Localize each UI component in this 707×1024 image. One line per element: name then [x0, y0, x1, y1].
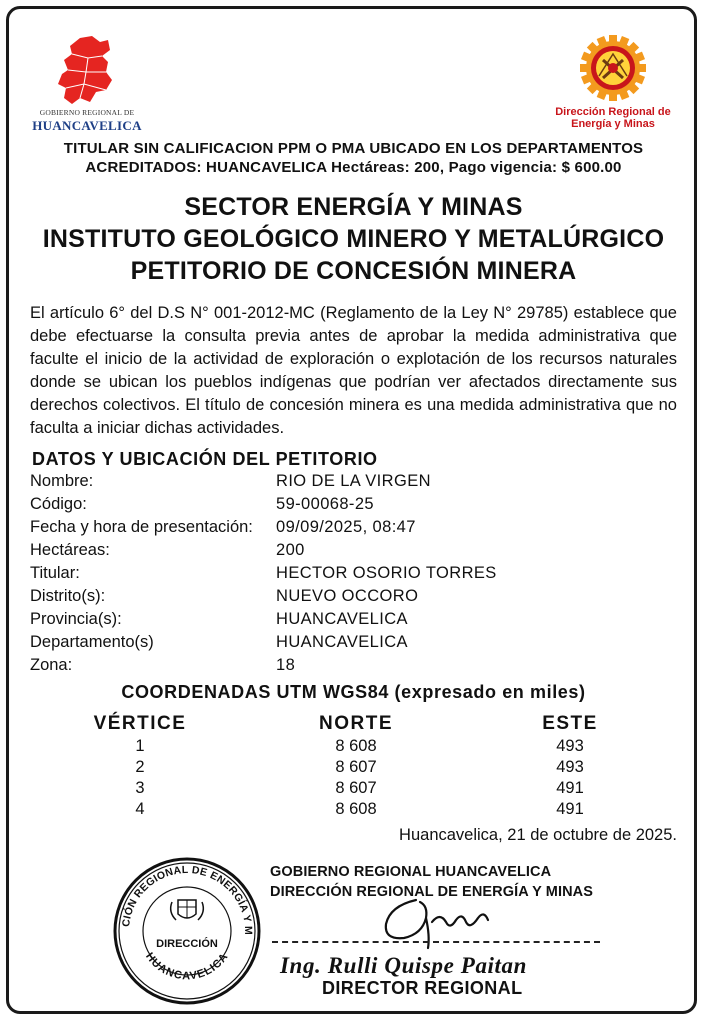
field-label: Hectáreas:	[30, 541, 110, 559]
title-instituto: INSTITUTO GEOLÓGICO MINERO Y METALÚRGICO	[42, 225, 665, 253]
table-cell-este: 491	[556, 779, 584, 797]
signatory-name: Ing. Rulli Quispe Paitan	[280, 953, 528, 978]
table-cell-norte: 8 608	[335, 737, 377, 755]
legal-paragraph: El artículo 6° del D.S N° 001-2012-MC (Reglamento de la Ley N° 29785) establece que debe efectuarse la consulta previa antes de aprobar la medida administrativa que faculte el inicio de la actividad de exploración o explotación de los recursos naturales donde se ubican los pueblos indígenas que podrían ver afectados directamente sus derechos colectivos. El título de concesión minera es una medida administrativa que no faculta a iniciar dichas actividades.	[30, 304, 677, 437]
field-value: NUEVO OCCORO	[276, 587, 419, 605]
field-row	[30, 470, 670, 493]
logo-caption-small: GOBIERNO REGIONAL DE	[39, 108, 135, 117]
field-row	[30, 631, 670, 654]
coat-of-arms-icon	[171, 900, 204, 920]
signature-org-line-2: DIRECCIÓN REGIONAL DE ENERGÍA Y MINAS	[270, 884, 594, 900]
table-cell-este: 493	[556, 737, 584, 755]
table-cell-norte: 8 607	[335, 758, 377, 776]
field-row	[30, 493, 670, 516]
field-label: Zona:	[30, 656, 73, 674]
table-cell-norte: 8 607	[335, 779, 377, 797]
field-label: Distrito(s):	[30, 587, 106, 605]
table-cell-este: 493	[556, 758, 584, 776]
seal-center-text: DIRECCIÓN	[156, 938, 218, 950]
logo-caption: Dirección Regional de Energía y Minas	[555, 106, 671, 130]
signature-org-line-1: GOBIERNO REGIONAL HUANCAVELICA	[270, 864, 552, 880]
field-label: Nombre:	[30, 472, 94, 490]
coordinates-heading: COORDENADAS UTM WGS84 (expresado en miles)	[121, 682, 586, 702]
field-label: Titular:	[30, 564, 80, 582]
field-value: 09/09/2025, 08:47	[276, 518, 416, 536]
official-seal	[112, 856, 262, 1006]
field-row	[30, 585, 670, 608]
logo-caption-large: HUANCAVELICA	[32, 118, 142, 133]
field-value: HECTOR OSORIO TORRES	[276, 564, 497, 582]
field-value: 59-00068-25	[276, 495, 374, 513]
header-line-2: ACREDITADOS: HUANCAVELICA Hectáreas: 200, Pago vigencia: $ 600.00	[85, 159, 622, 176]
signature-line	[272, 941, 600, 943]
seal-stamp-icon	[112, 856, 262, 1006]
field-value: 200	[276, 541, 305, 559]
seal-bottom-text: HUANCAVELICA	[143, 950, 231, 983]
datos-heading: DATOS Y UBICACIÓN DEL PETITORIO	[32, 449, 378, 469]
field-label: Provincia(s):	[30, 610, 122, 628]
gobierno-regional-logo	[22, 32, 152, 132]
svg-text:DIRECCIÓN REGIONAL DE ENERGÍA	[112, 856, 254, 935]
field-row	[30, 516, 670, 539]
direccion-regional-logo	[538, 34, 688, 134]
gear-emblem-icon	[538, 34, 688, 104]
table-cell-norte: 8 608	[335, 800, 377, 818]
title-sector: SECTOR ENERGÍA Y MINAS	[184, 193, 523, 221]
field-value: HUANCAVELICA	[276, 633, 408, 651]
date-line: Huancavelica, 21 de octubre de 2025.	[399, 826, 677, 844]
signatory-role: DIRECTOR REGIONAL	[322, 978, 523, 998]
header-line-1: TITULAR SIN CALIFICACION PPM O PMA UBICADO EN LOS DEPARTAMENTOS	[63, 140, 644, 157]
table-cell-este: 491	[556, 800, 584, 818]
seal-top-text: CIÓN REGIONAL DE ENERGÍA Y M	[120, 863, 255, 936]
field-label: Departamento(s)	[30, 633, 154, 651]
field-row	[30, 654, 670, 677]
column-header-norte: NORTE	[319, 713, 393, 734]
handwritten-signature-icon	[370, 892, 500, 952]
table-cell-vertice: 4	[135, 800, 145, 818]
table-cell-vertice: 3	[135, 779, 145, 797]
field-row	[30, 562, 670, 585]
field-value: 18	[276, 656, 296, 674]
field-row	[30, 539, 670, 562]
field-row	[30, 608, 670, 631]
field-label: Fecha y hora de presentación:	[30, 518, 253, 536]
huancavelica-map-icon	[22, 32, 152, 108]
field-value: HUANCAVELICA	[276, 610, 408, 628]
table-cell-vertice: 2	[135, 758, 145, 776]
svg-text:HUANCAVELICA	[143, 951, 231, 983]
field-value: RIO DE LA VIRGEN	[276, 472, 431, 490]
column-header-este: ESTE	[542, 713, 598, 734]
field-label: Código:	[30, 495, 87, 513]
table-cell-vertice: 1	[135, 737, 145, 755]
column-header-vertice: VÉRTICE	[93, 713, 187, 734]
title-petitorio: PETITORIO DE CONCESIÓN MINERA	[130, 257, 577, 285]
